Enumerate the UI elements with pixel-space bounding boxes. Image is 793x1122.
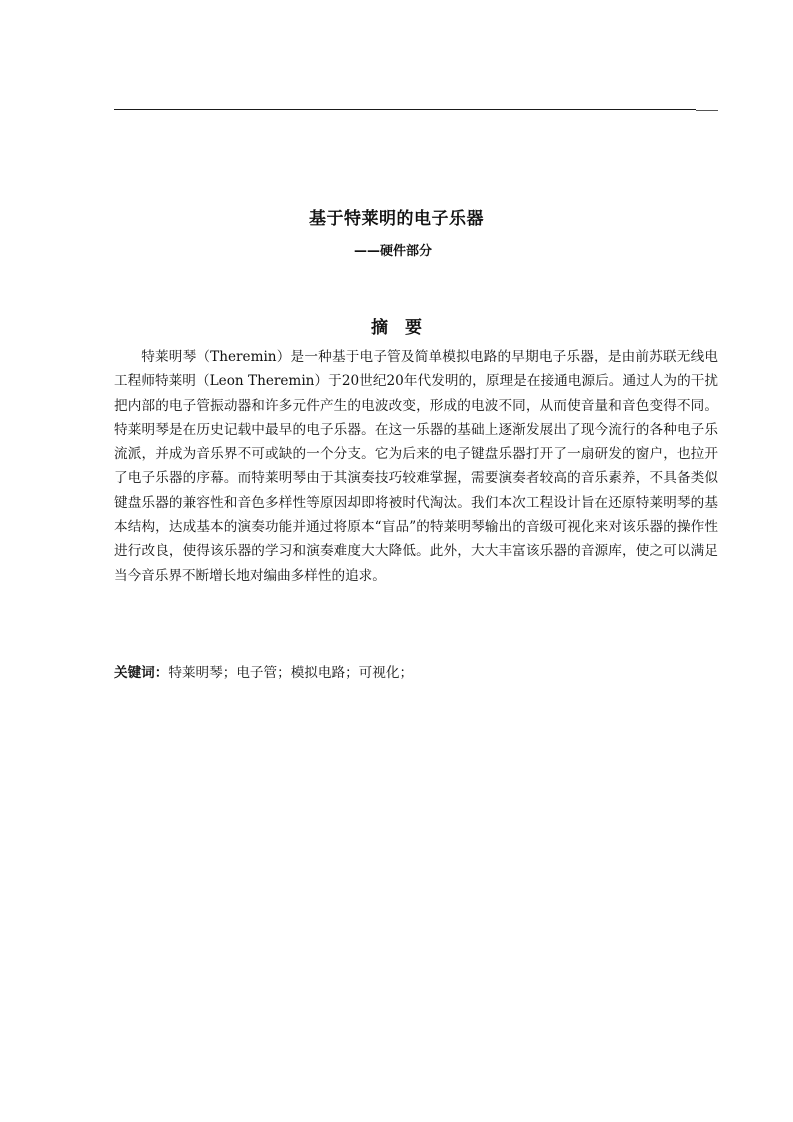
abstract-body: 特莱明琴（Theremin）是一种基于电子管及简单模拟电路的早期电子乐器，是由前苏联无线电工程师特莱明（Leon Theremin）于20世纪20年代发明的，原理是在接通电源后。通过人为的干扰把内部的电子管振动器和许多元件产生的电波改变，形成的电波不同，从而使音量和音色变得不同。特莱明琴是在历史记载中最早的电子乐器。在这一乐器的基础上逐渐发展出了现今流行的各种电子乐流派，并成为音乐界不可或缺的一个分支。它为后来的电子键盘乐器打开了一扇研发的窗户，也拉开了电子乐器的序幕。而特莱明琴由于其演奏技巧较难掌握，需要演奏者较高的音乐素养，不具备类似键盘乐器的兼容性和音色多样性等原因却即将被时代淘汰。我们本次工程设计旨在还原特莱明琴的基本结构，达成基本的演奏功能并通过将原本“盲品”的特莱明琴输出的音级可视化来对该乐器的操作性进行改良，使得该乐器的学习和演奏难度大大降低。此外，大大丰富该乐器的音源库，使之可以满足当今音乐界不断增长地对编曲多样性的追求。 xyxy=(114,349,718,584)
document-title: 基于特莱明的电子乐器 xyxy=(309,209,484,229)
keywords-value: 特莱明琴；电子管；模拟电路；可视化； xyxy=(168,665,414,681)
abstract-heading: 摘 要 xyxy=(371,318,422,338)
header-rule xyxy=(114,109,696,110)
keywords-line xyxy=(114,661,718,685)
keywords-label: 关键词： xyxy=(114,665,169,681)
document-subtitle: ——硬件部分 xyxy=(354,244,433,259)
header-rule-extension xyxy=(696,110,718,111)
